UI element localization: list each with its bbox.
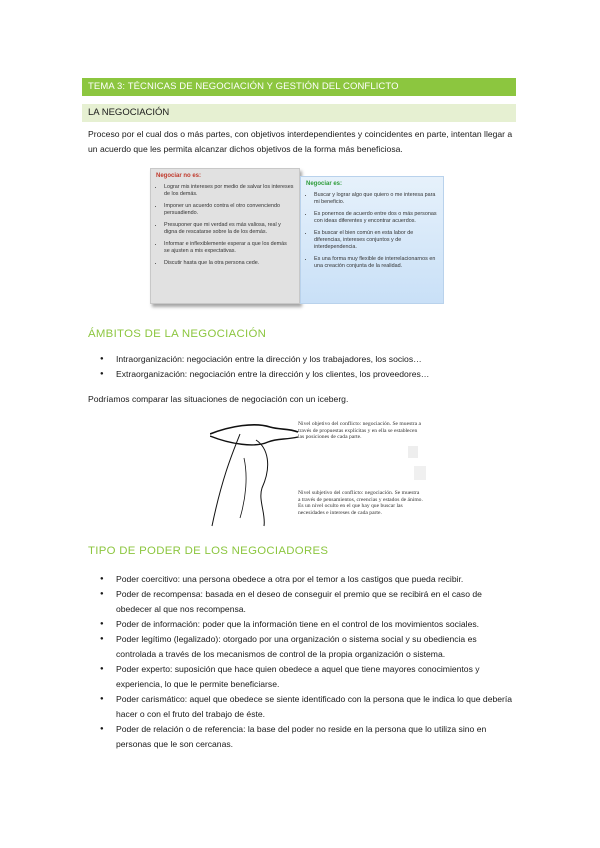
ambitos-heading: ÁMBITOS DE LA NEGOCIACIÓN [88, 328, 267, 340]
list-item: ● Poder de información: poder que la información tiene en el control de los movimientos sociales. [98, 617, 518, 632]
not-item: • Presuponer que mi verdad es más valiosa, real y digna de rescatarse sobre la de los demás. [164, 222, 294, 236]
negotiation-comparison-figure [150, 168, 450, 308]
intro-paragraph: Proceso por el cual dos o más partes, con objetivos interdependientes y coincidentes en parte, intentan llegar a un acuerdo que les permita alcanzar dichos objetivos de la forma más beneficiosa. [88, 129, 513, 154]
negociar-no-es-title: Negociar no es: [156, 173, 202, 179]
negociar-es-box [300, 176, 444, 304]
list-item: ● Poder de relación o de referencia: la base del poder no reside en la persona que lo utiliza sino en personas que le son cercanas. [98, 722, 518, 752]
list-item: ● Poder carismático: aquel que obedece se siente identificado con la persona que le indica lo que debería hacer o con el fruto del trabajo de éste. [98, 692, 518, 722]
iceberg-bottom-label: Nivel subjetivo del conflicto: negociación. Se muestra a través de pensamientos, creencias y estados de ánimo. Es un nivel oculto en el que hay que buscar las necesidades e intereses de cada parte. [298, 490, 423, 516]
not-item: • Lograr mis intereses por medio de salvar los intereses de los demás. [164, 184, 294, 198]
list-item: ● Poder experto: suposición que hace quien obedece a aquel que tiene mayores conocimientos y experiencia, lo que le permite beneficiarse. [98, 662, 518, 692]
iceberg-top-label: Nivel objetivo del conflicto: negociación. Se muestra a través de propuestas explícitas y en ella se establecen las posiciones de cada parte. [298, 421, 422, 440]
list-item: ● Poder legítimo (legalizado): otorgado por una organización o sistema social y su obediencia es controlada a través de los mecanismos de control de la propia organización o sistema. [98, 632, 518, 662]
is-item: • Es una forma muy flexible de interrelacionarnos en una creación conjunta de la realidad. [314, 256, 438, 270]
negociar-no-es-box [150, 168, 300, 304]
is-item: • Es buscar el bien común en esta labor de diferencias, intereses conjuntos y de interdependencia. [314, 230, 438, 251]
topic-banner: TEMA 3: TÉCNICAS DE NEGOCIACIÓN Y GESTIÓN DEL CONFLICTO [82, 78, 516, 96]
list-item: ● Intraorganización: negociación entre la dirección y los trabajadores, los socios… [98, 352, 518, 367]
not-item: • Informar e inflexiblemente esperar a que los demás se ajusten a mis expectativas. [164, 241, 294, 255]
not-item: • Discutir hasta que la otra persona cede. [164, 260, 294, 267]
poder-heading: TIPO DE PODER DE LOS NEGOCIADORES [88, 545, 329, 557]
list-item: ● Extraorganización: negociación entre la dirección y los clientes, los proveedores… [98, 367, 518, 382]
negociar-es-title: Negociar es: [306, 181, 343, 187]
list-item: ● Poder de recompensa: basada en el deseo de conseguir el premio que se recibirá en el caso de obedecer al que nos recompensa. [98, 587, 518, 617]
iceberg-figure [210, 418, 430, 530]
iceberg-intro: Podríamos comparar las situaciones de negociación con un iceberg. [88, 394, 349, 404]
section-heading: LA NEGOCIACIÓN [82, 104, 516, 122]
list-item: ● Poder coercitivo: una persona obedece a otra por el temor a los castigos que pueda recibir. [98, 572, 518, 587]
is-item: • Es ponernos de acuerdo entre dos o más personas con ideas diferentes y encontrar acuerdos. [314, 211, 438, 225]
is-item: • Buscar y lograr algo que quiero o me interesa para mi beneficio. [314, 192, 438, 206]
not-item: • Imponer un acuerdo contra el otro convenciendo persuadiendo. [164, 203, 294, 217]
poder-list [98, 572, 518, 752]
ambitos-list [98, 352, 518, 382]
